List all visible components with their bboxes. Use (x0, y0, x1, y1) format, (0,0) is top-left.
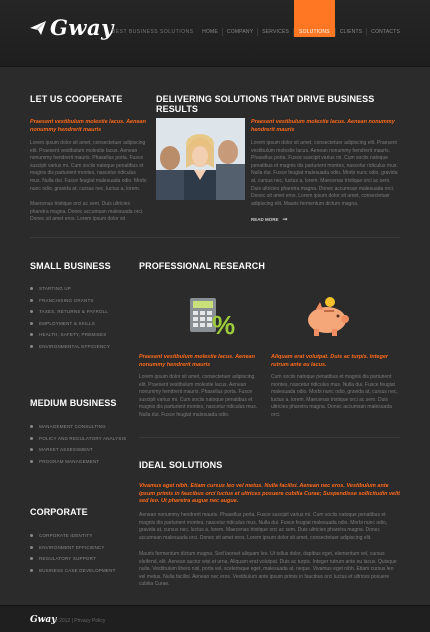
list-item[interactable] (30, 565, 116, 577)
research-col1-text: Lorem ipsum dolor sit amet, consectetuer adipiscing elit. Praesent vestibulum molestie lacus. Aenean nonummy hendrerit mauris. Phasellus porta. Fusce suscipit varius mi. Cum sociis natoque penatibus et magnis dis parturient montes, nascetur ridiculus mus. Nulla dui. Fusce feugiat malesuada odio. (139, 374, 258, 418)
list-item[interactable] (30, 542, 116, 554)
cooperate-text-2: Maecenas tristique orci ac sem. Duis ultricies pharetra magna. Donec accumsan malesuada orci. Donec sit amet eros. Lorem ipsum dolor sit (30, 201, 144, 223)
nav-clients[interactable]: CLIENTS (339, 29, 363, 35)
delivering-lead: Praesent vestibulum molestie lacus. Aenean nonummy hendrerit mauris (251, 119, 395, 133)
list-item-label: HEALTH, SAFETY, PREMISES (39, 332, 107, 338)
bullet-icon (30, 333, 33, 336)
list-item[interactable] (30, 295, 110, 307)
bullet-icon (30, 345, 33, 348)
ideal-text-2: Mauris fermentum dictum magna. Sed laoreet aliquam leo. Ut tellus dolor, dapibus eget, elementum vel, cursus eleifend, elit. Aenean auctor wisi et urna. Aliquam erat volutpat. Duis ac turpis. Integer rutrum ante eu lacus. Quisque nulla. Vestibulum libero nisl, porta vel, scelerisque eget, malesuada at, neque. Vivamus eget nibh. Etiam cursus leo vel metus. Nulla facilisi. Aenean nec eros. Vestibulum ante ipsum primis in faucibus orci luctus et ultrices posuere cubilia Curae. (139, 551, 397, 588)
list-item-label: MANAGEMENT CONSULTING (39, 424, 106, 430)
list-item[interactable] (30, 341, 110, 353)
list-item[interactable] (30, 553, 116, 565)
nav-company[interactable]: COMPANY (226, 29, 254, 35)
list-item[interactable] (30, 318, 110, 330)
list-item-label: EMPLOYMENT & SKILLS (39, 320, 95, 326)
medium-business-list (30, 421, 126, 467)
list-item-label: ENVIRONMENTAL EFFICIENCY (39, 343, 111, 349)
list-item-label: REGULATORY SUPPORT (39, 556, 96, 562)
list-item[interactable] (30, 329, 110, 341)
header (0, 0, 430, 67)
bullet-icon (30, 425, 33, 428)
corporate-list (30, 530, 116, 576)
tagline: BEST BUSINESS SOLUTIONS (112, 29, 194, 35)
nav-divider (257, 28, 258, 36)
main-nav (202, 0, 400, 67)
piggy-bank-icon (304, 296, 350, 338)
svg-text:%: % (212, 310, 236, 340)
bullet-icon (30, 322, 33, 325)
paper-plane-icon (30, 21, 46, 35)
medium-business-title: MEDIUM BUSINESS (30, 398, 117, 408)
read-more-link[interactable] (251, 216, 288, 223)
delivering-title: DELIVERING SOLUTIONS THAT DRIVE BUSINESS RESULTS (156, 94, 375, 114)
research-col1-lead: Praesent vestibulum molestie lacus. Aenean nonummy hendrerit mauris (139, 354, 255, 368)
list-item[interactable] (30, 433, 126, 445)
cooperate-lead: Praesent vestibulum molestie lacus. Aenean nonummy hendrerit mauris (30, 119, 146, 133)
bullet-icon (30, 534, 33, 537)
nav-divider (335, 28, 336, 36)
logo-text: Gway (50, 15, 114, 40)
list-item[interactable] (30, 530, 116, 542)
list-item-label: CORPORATE IDENTITY (39, 533, 93, 539)
bullet-icon (30, 557, 33, 560)
bullet-icon (30, 460, 33, 463)
cooperate-title: LET US COOPERATE (30, 94, 123, 104)
list-item-label: TAXES, RETURNS & PAYROLL (39, 309, 109, 315)
nav-solutions[interactable]: SOLUTIONS (294, 0, 335, 37)
list-item-label: BUSINESS CASE DEVELOPMENT (39, 567, 116, 573)
list-item-label: PROGRAM MANAGEMENT (39, 458, 100, 464)
ideal-title: IDEAL SOLUTIONS (139, 460, 223, 470)
research-col2-text: Cum sociis natoque penatibus et magnis dis parturient montes, nascetur ridiculus mus. Nulla dui. Fusce feugiat malesuada odio. Morbi nunc odio, gravida at, cursus nec, luctus a, lorem. Maecenas tristique orci ac sem. Duis ultricies pharetra magna. Donec accumsan malesuada orci. (271, 374, 398, 418)
small-business-list (30, 283, 110, 352)
bullet-icon (30, 299, 33, 302)
arrow-right-icon: ➞ (282, 217, 288, 223)
list-item[interactable] (30, 444, 126, 456)
calculator-percent-icon (188, 294, 236, 340)
footer-logo[interactable]: Gway (30, 615, 57, 625)
bullet-icon (30, 287, 33, 290)
list-item-label: STARTING UP (39, 286, 72, 292)
cooperate-text: Lorem ipsum dolor sit amet, consectetuer adipiscing elit. Praesent vestibulum molestie lacus. Aenean nonummy hendrerit mauris. Phasellus porta. Fusce suscipit varius mi. Cum sociis natoque penatibus et magnis dis parturient montes, nascetur ridiculus mus. Nulla dui. Fusce feugiat malesuada odio. Morbi nunc odio, gravida at, cursus nec, luctus a, lorem. (30, 140, 147, 192)
list-item-label: FRANCHISING GRANTS (39, 297, 94, 303)
bullet-icon (30, 569, 33, 572)
read-more-label: READ MORE (251, 217, 279, 222)
section-divider (30, 237, 400, 238)
research-col2-lead: Aliquam erat volutpat. Duis ac turpis. Integer rutrum ante eu lacus. (271, 354, 389, 368)
ideal-lead: Vivamus eget nibh. Etiam cursus leo vel metus. Nulla facilisi. Aenean nec eros. Vestibulum ante ipsum primis in faucibus orci luctus et ultrices posuere cubilia Curae; Suspendisse sollicitudin velit sed leo. Ut pharetra augue nec augue. (139, 483, 401, 504)
nav-home[interactable]: HOME (202, 29, 218, 35)
nav-contacts[interactable]: CONTACTS (371, 29, 400, 35)
list-item-label: ENVIRONMENT EFFICIENCY (39, 544, 105, 550)
corporate-title: CORPORATE (30, 507, 88, 517)
footer (0, 605, 430, 632)
bullet-icon (30, 448, 33, 451)
nav-divider (366, 28, 367, 36)
logo[interactable] (30, 15, 114, 40)
list-item[interactable] (30, 283, 110, 295)
research-title: PROFESSIONAL RESEARCH (139, 261, 265, 271)
bullet-icon (30, 437, 33, 440)
section-divider (139, 437, 400, 438)
footer-copyright: © 2012 | Privacy Policy (54, 618, 106, 624)
team-photo-image (156, 118, 245, 200)
list-item-label: POLICY AND REGULATORY ANALYSIS (39, 435, 127, 441)
team-photo (156, 118, 245, 200)
list-item[interactable] (30, 306, 110, 318)
bullet-icon (30, 546, 33, 549)
small-business-title: SMALL BUSINESS (30, 261, 111, 271)
list-item[interactable] (30, 421, 126, 433)
nav-divider (222, 28, 223, 36)
ideal-text: Aenean nonummy hendrerit mauris. Phasellus porta. Fusce suscipit varius mi. Cum sociis natoque penatibus et magnis dis parturient montes, nascetur ridiculus mus. Nulla dui. Fusce feugiat malesuada odio. Morbi nunc odio, gravida at, cursus nec, luctus a, lorem. Maecenas tristique orci ac sem. Duis ultricies pharetra magna. Donec accumsan malesuada orci. Donec sit amet eros. Lorem ipsum dolor sit amet, consectetuer adipiscing elit. (139, 512, 388, 541)
list-item-label: MARKET ASSESSMENT (39, 447, 93, 453)
list-item[interactable] (30, 456, 126, 468)
delivering-text: Lorem ipsum dolor sit amet, consectetuer adipiscing elit. Praesent vestibulum molestie lacus. Aenean nonummy hendrerit mauris. Phasellus porta. Fusce suscipit varius mi. Cum sociis natoque penatibus et magnis dis parturient montes, nascetur ridiculus mus. Nulla dui. Fusce feugiat malesuada odio. Morbi nunc odio, gravida at, cursus nec, luctus a, lorem. Maecenas tristique orci ac sem. Duis ultricies pharetra magna. Donec accumsan malesuada orci. Donec sit amet eros. Lorem ipsum dolor sit amet, consectetuer adipiscing elit. Mauris fermentum dictum magna. (251, 140, 398, 207)
bullet-icon (30, 310, 33, 313)
nav-services[interactable]: SERVICES (262, 29, 290, 35)
